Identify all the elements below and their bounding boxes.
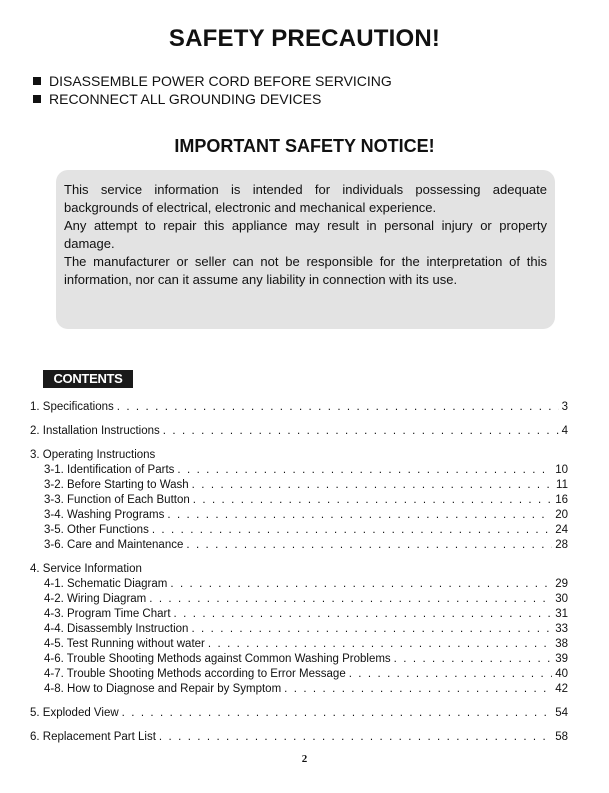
toc-entry-label: 5. Exploded View (30, 707, 119, 719)
toc-subentry[interactable] (30, 592, 568, 607)
toc-leader-dots (349, 667, 552, 682)
toc-entry-label: 3-5. Other Functions (44, 524, 149, 536)
toc-page-number: 3 (561, 401, 568, 413)
notice-paragraph: This service information is intended for individuals possessing adequate backgrounds of electrical, electronic and mechanical experience. (64, 182, 547, 215)
toc-entry[interactable] (30, 706, 568, 721)
toc-entry-label: 4-2. Wiring Diagram (44, 593, 147, 605)
toc-subentry[interactable] (30, 493, 568, 508)
toc-section (30, 706, 568, 721)
toc-leader-dots (177, 463, 552, 478)
toc-entry-label: 4-7. Trouble Shooting Methods according to Error Message (44, 668, 346, 680)
toc-page-number: 40 (555, 668, 568, 680)
toc-leader-dots (122, 706, 553, 721)
page-number: 2 (301, 753, 308, 765)
toc-leader-dots (284, 682, 552, 697)
toc-leader-dots (149, 592, 552, 607)
toc-subentry[interactable] (30, 667, 568, 682)
toc-subentry[interactable] (30, 523, 568, 538)
toc-leader-dots (208, 637, 552, 652)
toc-page-number: 33 (555, 623, 568, 635)
toc-page-number: 39 (555, 653, 568, 665)
toc-leader-dots (163, 424, 559, 439)
precaution-item (33, 72, 392, 90)
page-title: SAFETY PRECAUTION! (168, 25, 441, 52)
toc-page-number: 58 (555, 731, 568, 743)
toc-page-number: 24 (555, 524, 568, 536)
toc-entry[interactable] (30, 730, 568, 745)
precaution-text: DISASSEMBLE POWER CORD BEFORE SERVICING (49, 73, 392, 89)
table-of-contents (30, 398, 568, 745)
toc-subentry[interactable] (30, 607, 568, 622)
contents-label: CONTENTS (43, 370, 133, 388)
toc-subentry[interactable] (30, 463, 568, 478)
toc-page-number: 54 (555, 707, 568, 719)
toc-section (30, 400, 568, 415)
toc-entry-label: 6. Replacement Part List (30, 731, 156, 743)
toc-entry-label: 2. Installation Instructions (30, 425, 160, 437)
safety-notice-box (56, 170, 555, 329)
toc-section-heading: 4. Service Information (30, 563, 142, 575)
toc-entry-label: 1. Specifications (30, 401, 114, 413)
toc-section (30, 424, 568, 439)
toc-page-number: 31 (555, 608, 568, 620)
toc-section (30, 562, 568, 697)
toc-entry-label: 4-6. Trouble Shooting Methods against Common Washing Problems (44, 653, 391, 665)
toc-page-number: 28 (555, 539, 568, 551)
toc-leader-dots (394, 652, 553, 667)
toc-subentry[interactable] (30, 637, 568, 652)
toc-leader-dots (174, 607, 553, 622)
toc-subentry[interactable] (30, 478, 568, 493)
toc-entry[interactable] (30, 424, 568, 439)
toc-entry-label: 4-3. Program Time Chart (44, 608, 171, 620)
toc-page-number: 30 (555, 593, 568, 605)
toc-page-number: 11 (556, 479, 568, 491)
toc-subentry[interactable] (30, 652, 568, 667)
toc-subentry[interactable] (30, 538, 568, 553)
toc-entry-label: 3-4. Washing Programs (44, 509, 165, 521)
toc-subentry[interactable] (30, 682, 568, 697)
square-bullet-icon (33, 95, 41, 103)
notice-paragraph: The manufacturer or seller can not be responsible for the interpretation of this information, nor can it assume any liability in connection with its use. (64, 254, 547, 287)
toc-entry[interactable] (30, 400, 568, 415)
toc-entry-label: 3-3. Function of Each Button (44, 494, 190, 506)
toc-page-number: 20 (555, 509, 568, 521)
toc-page-number: 10 (555, 464, 568, 476)
toc-section-heading: 3. Operating Instructions (30, 449, 156, 461)
toc-leader-dots (152, 523, 552, 538)
toc-page-number: 16 (555, 494, 568, 506)
toc-leader-dots (159, 730, 552, 745)
toc-entry-label: 3-1. Identification of Parts (44, 464, 175, 476)
toc-entry-label: 3-6. Care and Maintenance (44, 539, 184, 551)
toc-leader-dots (191, 622, 552, 637)
toc-leader-dots (170, 577, 552, 592)
toc-subentry[interactable] (30, 577, 568, 592)
square-bullet-icon (33, 77, 41, 85)
toc-section (30, 730, 568, 745)
toc-leader-dots (193, 493, 552, 508)
toc-leader-dots (117, 400, 559, 415)
notice-paragraph: Any attempt to repair this appliance may result in personal injury or property damage. (64, 218, 547, 251)
toc-entry-label: 4-4. Disassembly Instruction (44, 623, 189, 635)
toc-leader-dots (192, 478, 553, 493)
toc-section (30, 448, 568, 553)
precaution-text: RECONNECT ALL GROUNDING DEVICES (49, 91, 322, 107)
precaution-list (33, 72, 392, 108)
toc-entry-label: 4-8. How to Diagnose and Repair by Symptom (44, 683, 282, 695)
toc-page-number: 42 (555, 683, 568, 695)
toc-subentry[interactable] (30, 508, 568, 523)
toc-entry-label: 3-2. Before Starting to Wash (44, 479, 189, 491)
toc-page-number: 38 (555, 638, 568, 650)
toc-subentry[interactable] (30, 622, 568, 637)
notice-title: IMPORTANT SAFETY NOTICE! (174, 136, 435, 156)
precaution-item (33, 90, 392, 108)
toc-leader-dots (167, 508, 552, 523)
toc-entry-label: 4-5. Test Running without water (44, 638, 205, 650)
toc-page-number: 29 (555, 578, 568, 590)
toc-entry-label: 4-1. Schematic Diagram (44, 578, 168, 590)
toc-page-number: 4 (561, 425, 568, 437)
toc-leader-dots (186, 538, 552, 553)
